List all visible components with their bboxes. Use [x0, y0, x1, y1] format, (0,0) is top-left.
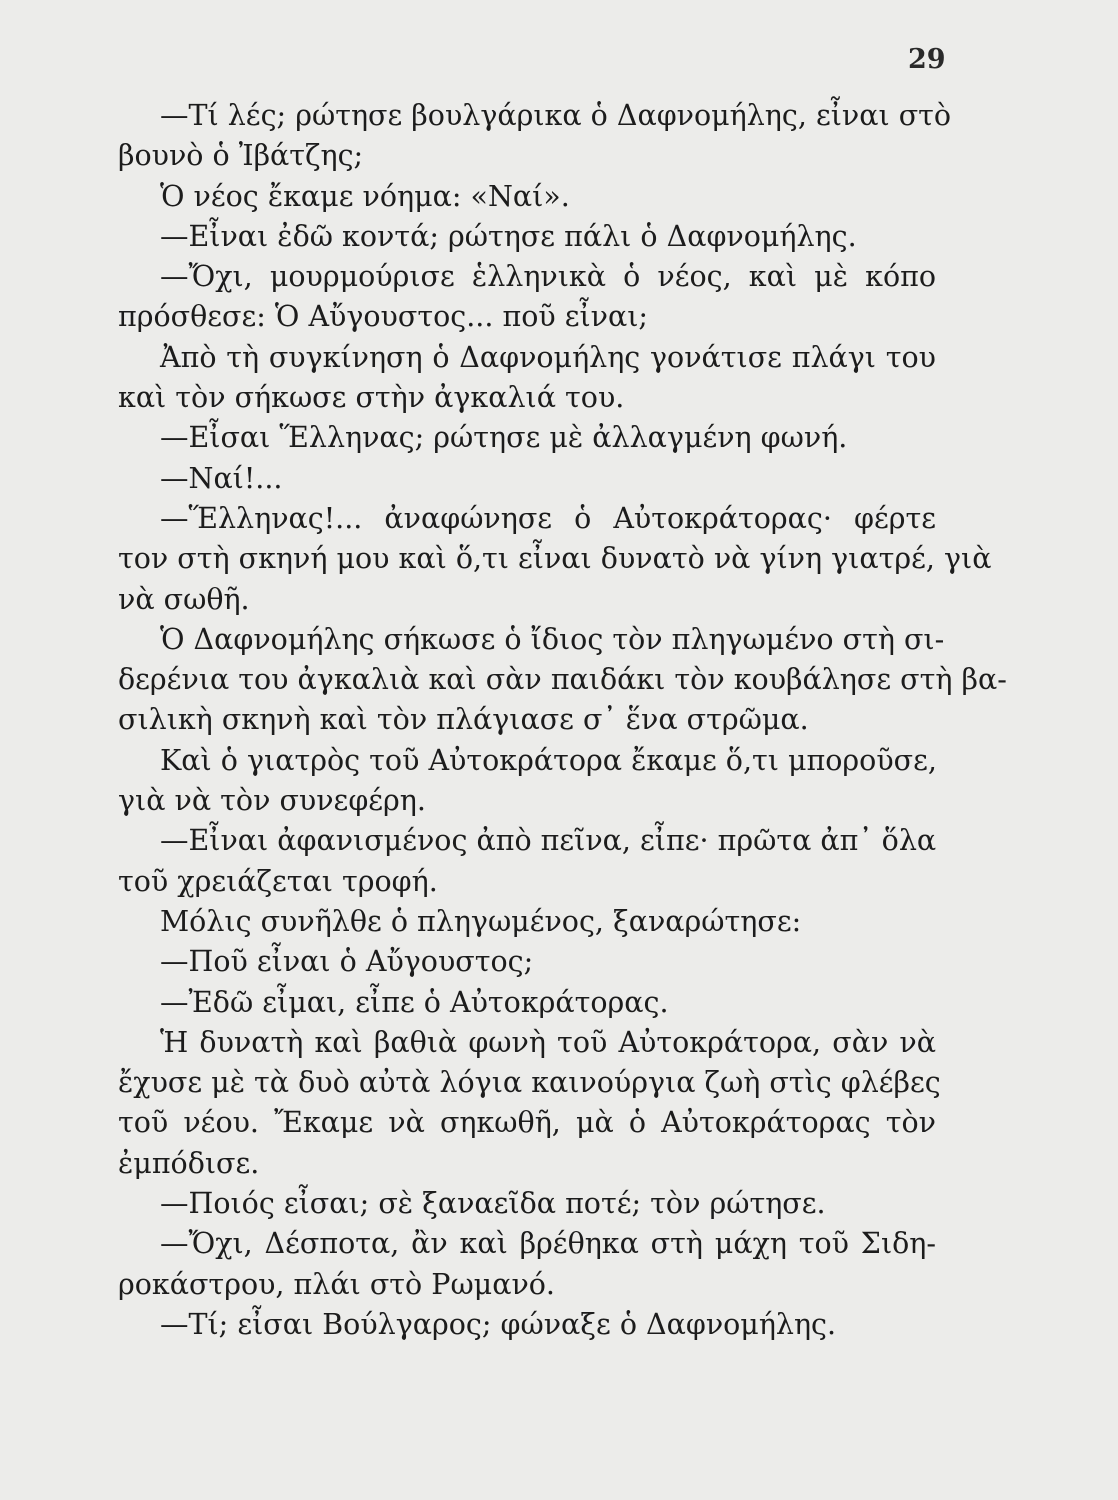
page-number: 29 [908, 44, 946, 75]
text-line: τοῦ νέου. Ἔκαμε νὰ σηκωθῆ, μὰ ὁ Αὐτοκράτορας τὸν [118, 1106, 936, 1140]
text-line: —Ποῦ εἶναι ὁ Αὔγουστος; [160, 945, 534, 979]
text-line: —Ὄχι, μουρμούρισε ἑλληνικὰ ὁ νέος, καὶ μὲ κόπο [160, 260, 936, 294]
text-line: —Ὄχι, Δέσποτα, ἂν καὶ βρέθηκα στὴ μάχη τοῦ Σιδη- [160, 1227, 936, 1261]
text-line: δερένια του ἀγκαλιὰ καὶ σὰν παιδάκι τὸν κουβάλησε στὴ βα- [118, 663, 1007, 697]
text-line: γιὰ νὰ τὸν συνεφέρη. [118, 784, 426, 818]
text-line: βουνὸ ὁ Ἰβάτζης; [118, 139, 364, 173]
text-line: Μόλις συνῆλθε ὁ πληγωμένος, ξαναρώτησε: [160, 904, 802, 938]
text-line: —Τί; εἶσαι Βούλγαρος; φώναξε ὁ Δαφνομήλης. [160, 1307, 837, 1341]
body-text [118, 96, 1007, 1345]
text-line: Ὁ Δαφνομήλης σήκωσε ὁ ἴδιος τὸν πληγωμένο στὴ σι- [160, 622, 945, 656]
text-line: Καὶ ὁ γιατρὸς τοῦ Αὐτοκράτορα ἔκαμε ὅ,τι μποροῦσε, [160, 743, 937, 777]
text-line: —Ποιός εἶσαι; σὲ ξαναεῖδα ποτέ; τὸν ρώτησε. [160, 1187, 826, 1221]
text-line: —Εἶναι ἐδῶ κοντά; ρώτησε πάλι ὁ Δαφνομήλης. [160, 219, 857, 253]
text-line: —Ναί!... [160, 461, 283, 495]
text-line: —Εἶσαι Ἕλληνας; ρώτησε μὲ ἀλλαγμένη φωνή. [160, 421, 848, 455]
text-line: ἔχυσε μὲ τὰ δυὸ αὐτὰ λόγια καινούργια ζωὴ στὶς φλέβες [118, 1066, 941, 1100]
text-line: —Εἶναι ἀφανισμένος ἀπὸ πεῖνα, εἶπε· πρῶτα ἀπ᾽ ὅλα [160, 824, 937, 858]
text-line: —Ἕλληνας!... ἀναφώνησε ὁ Αὐτοκράτορας· φέρτε [160, 501, 936, 535]
text-line: σιλικὴ σκηνὴ καὶ τὸν πλάγιασε σ᾽ ἕνα στρῶμα. [118, 703, 809, 737]
text-line: ροκάστρου, πλάι στὸ Ρωμανό. [118, 1267, 555, 1301]
text-line: τον στὴ σκηνή μου καὶ ὅ,τι εἶναι δυνατὸ νὰ γίνη γιατρέ, γιὰ [118, 542, 992, 576]
text-line: τοῦ χρειάζεται τροφή. [118, 864, 438, 898]
text-line: Ὁ νέος ἔκαμε νόημα: «Ναί». [160, 179, 570, 213]
text-line: ἐμπόδισε. [118, 1146, 260, 1180]
text-line: νὰ σωθῆ. [118, 582, 250, 616]
text-line: Ἀπὸ τὴ συγκίνηση ὁ Δαφνομήλης γονάτισε πλάγι του [160, 340, 936, 374]
text-line: Ἡ δυνατὴ καὶ βαθιὰ φωνὴ τοῦ Αὐτοκράτορα, σὰν νὰ [160, 1025, 936, 1059]
text-line: —Ἐδῶ εἶμαι, εἶπε ὁ Αὐτοκράτορας. [160, 985, 669, 1019]
text-line: πρόσθεσε: Ὁ Αὔγουστος... ποῦ εἶναι; [118, 300, 649, 334]
text-line: καὶ τὸν σήκωσε στὴν ἀγκαλιά του. [118, 381, 625, 415]
text-line: —Τί λές; ρώτησε βουλγάρικα ὁ Δαφνομήλης, εἶναι στὸ [160, 99, 952, 132]
